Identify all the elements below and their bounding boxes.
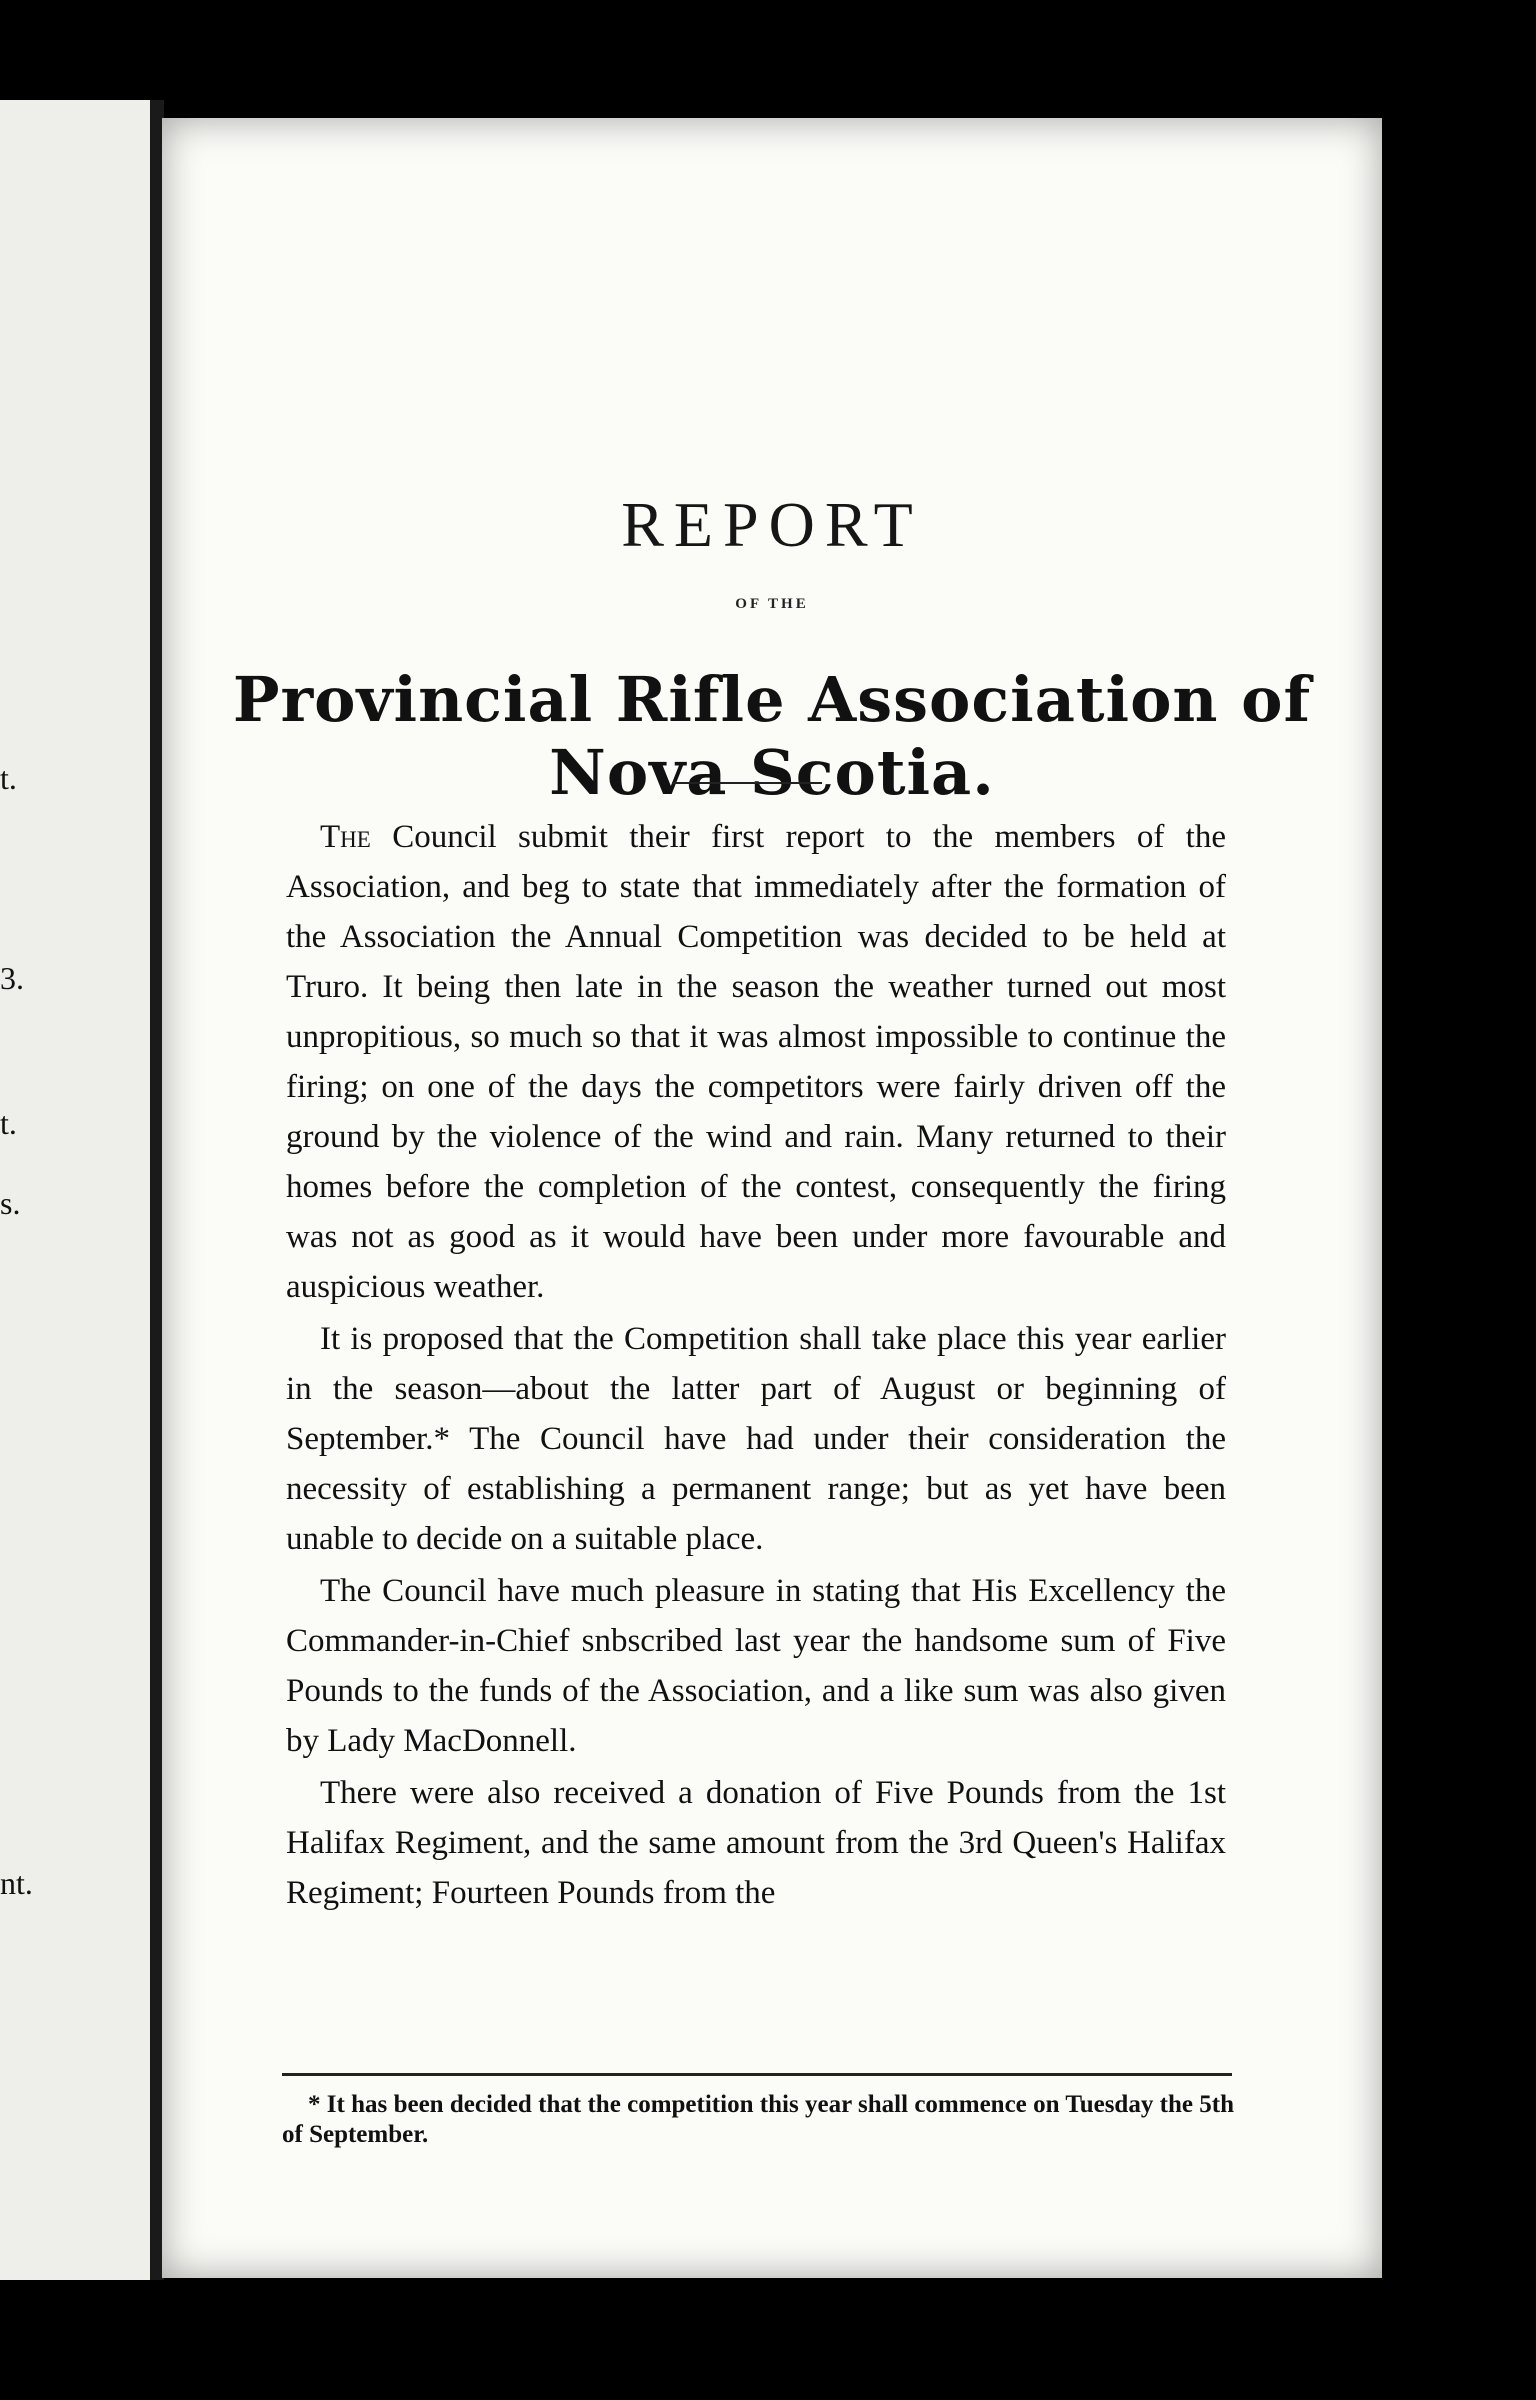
footnote-rule: [282, 2073, 1232, 2076]
report-title: REPORT: [621, 489, 923, 560]
association-heading: Provincial Rifle Association of Nova Scotia.: [232, 663, 1312, 809]
footnote: * It has been decided that the competition this year shall commence on Tuesday the 5th of September.: [282, 2091, 1234, 2148]
prev-page-fragment: t.: [0, 1105, 17, 1141]
paragraph-text: The Council have much pleasure in stating that His Excellency the Commander-in-Chief snbscribed last year the handsome sum of Five Pounds to the funds of the Association, and a like sum was also given by Lady MacDonnell.: [286, 1573, 1226, 1759]
prev-page-fragment: 3.: [0, 960, 24, 996]
prev-page-fragment: nt.: [0, 1865, 33, 1901]
paragraph: [286, 1768, 1226, 1918]
paragraph: [286, 812, 1226, 1312]
lead-word: The: [320, 819, 371, 855]
paragraph-text: There were also received a donation of Five Pounds from the 1st Halifax Regiment, and the same amount from the 3rd Queen's Halifax Regiment; Fourteen Pounds from the: [286, 1775, 1226, 1911]
previous-page-edge: [0, 100, 164, 2280]
of-the-label: OF THE: [735, 596, 809, 612]
paragraph-text: Council submit their first report to the members of the Association, and beg to state that immediately after the formation of the Association the Annual Competition was decided to be held at Truro. It being then late in the season the weather turned out most unpropitious, so much so that it was almost impossible to continue the firing; on one of the days the competitors were fairly driven off the ground by the violence of the wind and rain. Many returned to their homes before the completion of the contest, consequently the firing was not as good as it would have been under more favourable and auspicious weather.: [286, 819, 1226, 1305]
title-rule: [672, 782, 822, 784]
prev-page-fragment: s.: [0, 1185, 21, 1221]
paragraph: [286, 1314, 1226, 1564]
document-page: [162, 118, 1382, 2278]
paragraph-text: It is proposed that the Competition shall take place this year earlier in the season—about the latter part of August or beginning of September.* The Council have had under their consideration the necessity of establishing a permanent range; but as yet have been unable to decide on a suitable place.: [286, 1321, 1226, 1557]
report-body: [286, 812, 1226, 1918]
paragraph: [286, 1566, 1226, 1766]
prev-page-fragment: t.: [0, 760, 17, 796]
